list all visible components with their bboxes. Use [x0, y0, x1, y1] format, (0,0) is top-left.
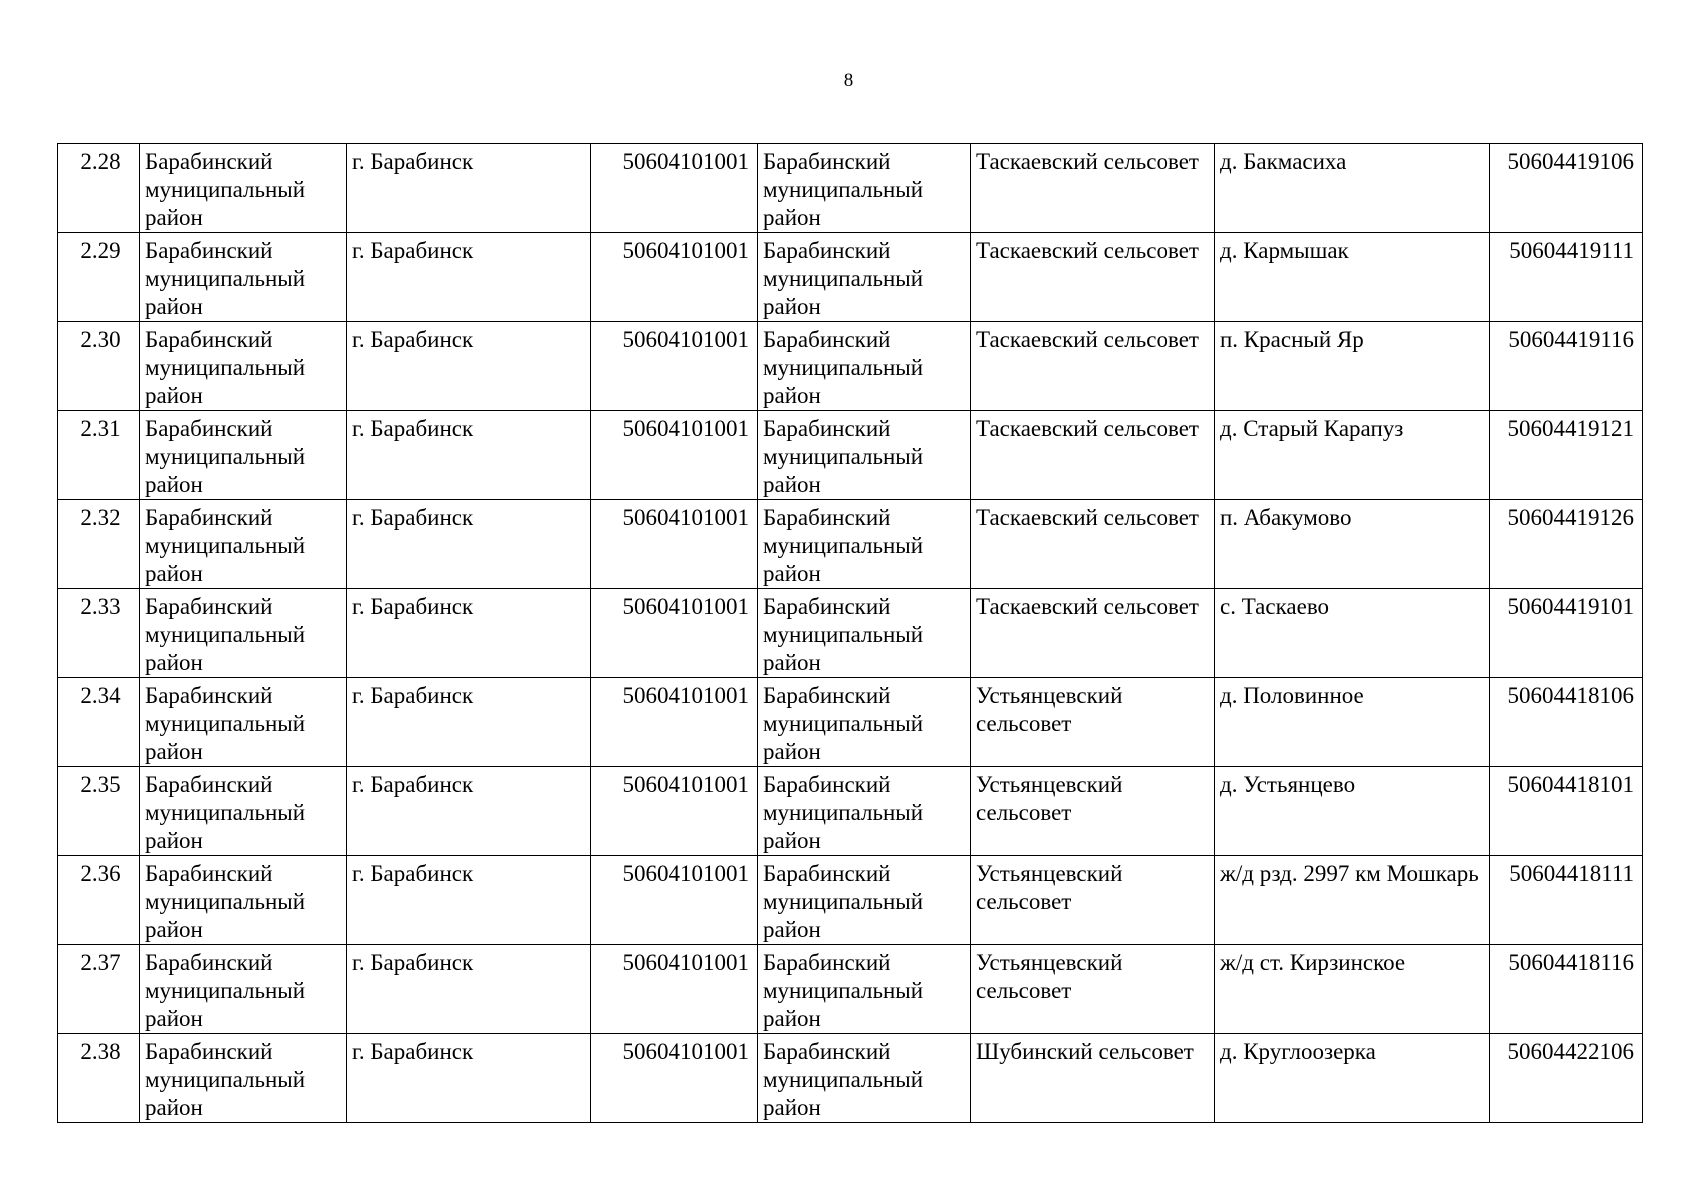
table-row — [58, 856, 1643, 945]
settlement-cell: д. Половинное — [1215, 678, 1490, 767]
settlement-cell: п. Абакумово — [1215, 500, 1490, 589]
city-cell: г. Барабинск — [347, 767, 591, 856]
municipal-district-cell: Барабинский муниципальный район — [758, 945, 971, 1034]
row-number-cell: 2.30 — [58, 322, 140, 411]
district-cell: Барабинский муниципальный район — [140, 945, 347, 1034]
municipal-district-cell: Барабинский муниципальный район — [758, 856, 971, 945]
settlement-cell: д. Бакмасиха — [1215, 144, 1490, 233]
district-cell: Барабинский муниципальный район — [140, 767, 347, 856]
settlement-code-cell: 50604418111 — [1490, 856, 1643, 945]
table-row — [58, 945, 1643, 1034]
municipal-district-cell: Барабинский муниципальный район — [758, 500, 971, 589]
settlement-code-cell: 50604419106 — [1490, 144, 1643, 233]
row-number-cell: 2.31 — [58, 411, 140, 500]
settlement-code-cell: 50604419111 — [1490, 233, 1643, 322]
municipal-district-cell: Барабинский муниципальный район — [758, 1034, 971, 1123]
district-cell: Барабинский муниципальный район — [140, 233, 347, 322]
settlement-cell: д. Старый Карапуз — [1215, 411, 1490, 500]
table-row — [58, 589, 1643, 678]
council-cell: Таскаевский сельсовет — [971, 322, 1215, 411]
city-cell: г. Барабинск — [347, 1034, 591, 1123]
row-number-cell: 2.28 — [58, 144, 140, 233]
row-number-cell: 2.38 — [58, 1034, 140, 1123]
council-cell: Таскаевский сельсовет — [971, 589, 1215, 678]
settlement-code-cell: 50604418116 — [1490, 945, 1643, 1034]
settlement-code-cell: 50604419116 — [1490, 322, 1643, 411]
district-cell: Барабинский муниципальный район — [140, 1034, 347, 1123]
settlement-code-cell: 50604418101 — [1490, 767, 1643, 856]
council-cell: Устьянцевский сельсовет — [971, 856, 1215, 945]
table-row — [58, 1034, 1643, 1123]
city-code-cell: 50604101001 — [591, 411, 758, 500]
district-cell: Барабинский муниципальный район — [140, 411, 347, 500]
settlement-cell: д. Устьянцево — [1215, 767, 1490, 856]
municipal-district-cell: Барабинский муниципальный район — [758, 767, 971, 856]
council-cell: Таскаевский сельсовет — [971, 411, 1215, 500]
municipal-district-cell: Барабинский муниципальный район — [758, 411, 971, 500]
row-number-cell: 2.29 — [58, 233, 140, 322]
city-code-cell: 50604101001 — [591, 856, 758, 945]
city-code-cell: 50604101001 — [591, 1034, 758, 1123]
district-cell: Барабинский муниципальный район — [140, 500, 347, 589]
city-code-cell: 50604101001 — [591, 589, 758, 678]
page-number: 8 — [843, 70, 854, 91]
city-code-cell: 50604101001 — [591, 322, 758, 411]
city-cell: г. Барабинск — [347, 411, 591, 500]
city-cell: г. Барабинск — [347, 233, 591, 322]
settlement-cell: с. Таскаево — [1215, 589, 1490, 678]
settlement-cell: ж/д рзд. 2997 км Мошкарь — [1215, 856, 1490, 945]
city-cell: г. Барабинск — [347, 500, 591, 589]
district-cell: Барабинский муниципальный район — [140, 322, 347, 411]
table-row — [58, 233, 1643, 322]
row-number-cell: 2.36 — [58, 856, 140, 945]
city-cell: г. Барабинск — [347, 322, 591, 411]
city-code-cell: 50604101001 — [591, 144, 758, 233]
municipal-district-cell: Барабинский муниципальный район — [758, 233, 971, 322]
city-cell: г. Барабинск — [347, 589, 591, 678]
settlement-cell: д. Кармышак — [1215, 233, 1490, 322]
settlement-code-cell: 50604422106 — [1490, 1034, 1643, 1123]
council-cell: Устьянцевский сельсовет — [971, 678, 1215, 767]
settlements-table — [57, 143, 1643, 1123]
district-cell: Барабинский муниципальный район — [140, 144, 347, 233]
settlement-code-cell: 50604418106 — [1490, 678, 1643, 767]
city-code-cell: 50604101001 — [591, 945, 758, 1034]
table-row — [58, 678, 1643, 767]
city-code-cell: 50604101001 — [591, 767, 758, 856]
settlement-cell: ж/д ст. Кирзинское — [1215, 945, 1490, 1034]
district-cell: Барабинский муниципальный район — [140, 856, 347, 945]
city-cell: г. Барабинск — [347, 856, 591, 945]
municipal-district-cell: Барабинский муниципальный район — [758, 144, 971, 233]
municipal-district-cell: Барабинский муниципальный район — [758, 322, 971, 411]
council-cell: Устьянцевский сельсовет — [971, 767, 1215, 856]
row-number-cell: 2.37 — [58, 945, 140, 1034]
city-code-cell: 50604101001 — [591, 233, 758, 322]
settlement-cell: п. Красный Яр — [1215, 322, 1490, 411]
row-number-cell: 2.35 — [58, 767, 140, 856]
table-row — [58, 322, 1643, 411]
council-cell: Таскаевский сельсовет — [971, 233, 1215, 322]
row-number-cell: 2.34 — [58, 678, 140, 767]
city-code-cell: 50604101001 — [591, 500, 758, 589]
municipal-district-cell: Барабинский муниципальный район — [758, 678, 971, 767]
city-cell: г. Барабинск — [347, 945, 591, 1034]
city-cell: г. Барабинск — [347, 678, 591, 767]
municipal-district-cell: Барабинский муниципальный район — [758, 589, 971, 678]
settlement-code-cell: 50604419126 — [1490, 500, 1643, 589]
council-cell: Шубинский сельсовет — [971, 1034, 1215, 1123]
city-code-cell: 50604101001 — [591, 678, 758, 767]
row-number-cell: 2.33 — [58, 589, 140, 678]
table-row — [58, 144, 1643, 233]
settlement-code-cell: 50604419121 — [1490, 411, 1643, 500]
table-row — [58, 411, 1643, 500]
row-number-cell: 2.32 — [58, 500, 140, 589]
council-cell: Устьянцевский сельсовет — [971, 945, 1215, 1034]
table-row — [58, 767, 1643, 856]
council-cell: Таскаевский сельсовет — [971, 144, 1215, 233]
district-cell: Барабинский муниципальный район — [140, 678, 347, 767]
settlement-code-cell: 50604419101 — [1490, 589, 1643, 678]
table-row — [58, 500, 1643, 589]
district-cell: Барабинский муниципальный район — [140, 589, 347, 678]
council-cell: Таскаевский сельсовет — [971, 500, 1215, 589]
table-body — [58, 144, 1643, 1123]
settlement-cell: д. Круглоозерка — [1215, 1034, 1490, 1123]
city-cell: г. Барабинск — [347, 144, 591, 233]
